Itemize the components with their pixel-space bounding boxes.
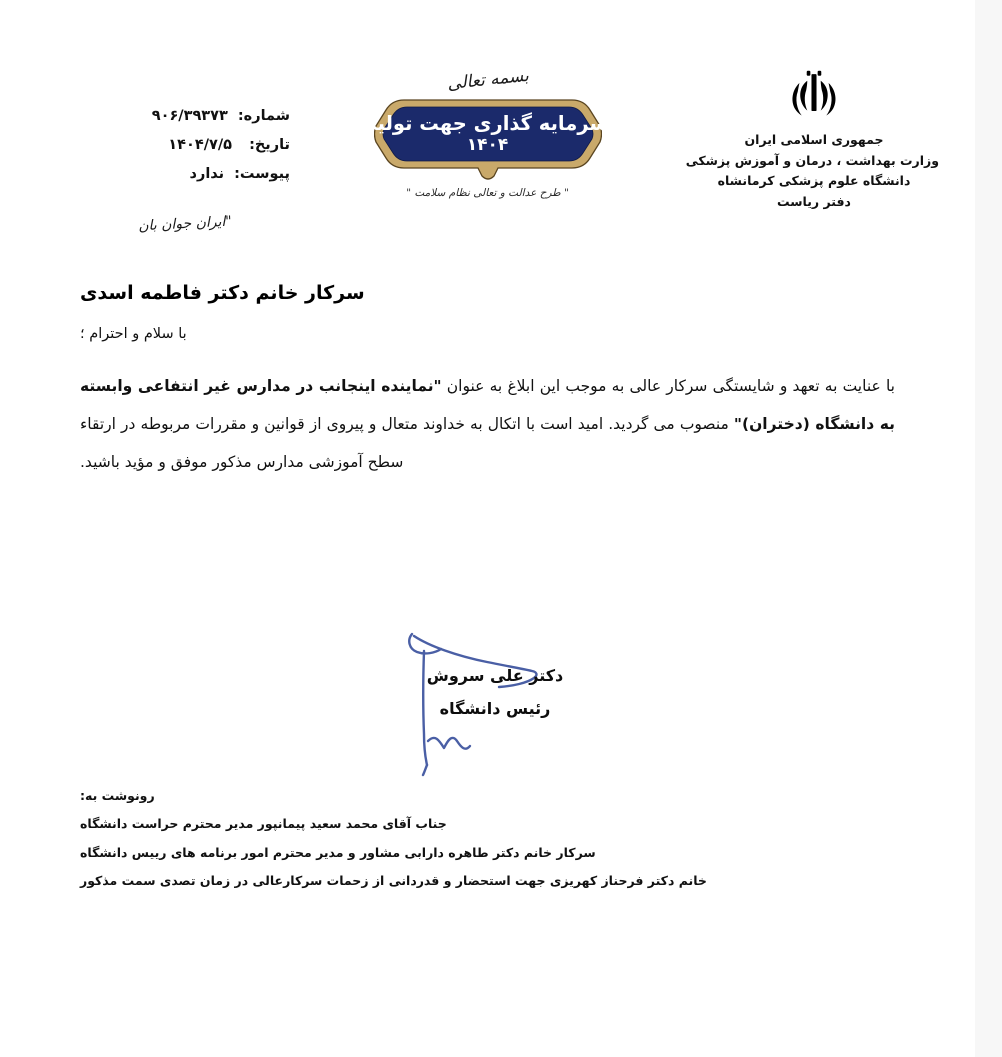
banner-year: ۱۴۰۴ [466,134,509,155]
meta-label-number: شماره: [237,108,290,124]
campaign-banner [366,96,609,180]
addressee-name: سرکار خانم دکتر فاطمه اسدی [80,282,365,304]
cc-item: جناب آقای محمد سعید پیمانپور مدیر محترم حراست دانشگاه [80,816,447,831]
meta-value-attachment: ندارد [189,166,225,182]
paragraph-appointment-title: "نماینده اینجانب در مدارس غیر انتفاعی وابسته به دانشگاه (دختران)" [80,377,895,433]
greeting-line: با سلام و احترام ؛ [80,326,187,342]
meta-row-number [110,108,290,124]
meta-row-attachment [110,166,290,182]
page-gutter [975,0,1002,1057]
meta-row-date [110,137,290,153]
signatory-name: دکتر علی سروش [426,666,564,685]
banner-shape-icon [374,96,602,180]
body-paragraph [80,368,895,482]
meta-value-date: ۱۴۰۴/۷/۵ [168,137,232,153]
letterhead-line-university: دانشگاه علوم پزشکی کرمانشاه [717,173,911,189]
signatory-title: رئیس دانشگاه [439,698,551,718]
cc-item: سرکار خانم دکتر طاهره دارابی مشاور و مدیر محترم امور برنامه های رییس دانشگاه [80,844,596,860]
banner-title: سرمایه گذاری جهت تولید [366,112,609,136]
banner-caption: " طرح عدالت و تعالی نظام سلامت " [406,187,569,199]
letter-header [0,0,975,262]
paragraph-part-2: منصوب می گردید. امید است با اتکال به خداوند متعال و پیروی از قوانین و مقررات مربوطه در ارتقاء سطح آموزشی مدارس مذکور موفق و مؤید باشید. [80,414,734,471]
meta-label-attachment: پیوست: [234,166,290,182]
campaign-slogan-left: "ایران جوان بان [137,213,233,235]
letterhead-line-office: دفتر ریاست [777,193,851,209]
meta-value-number: ۹۰۶/۳۹۳۷۳ [151,108,228,124]
paragraph-part-1: با عنایت به تعهد و شایستگی سرکار عالی به موجب این ابلاغ به عنوان [441,377,895,395]
cc-item: خانم دکتر فرحناز کهریزی جهت استحضار و قدردانی از زحمات سرکارعالی در زمان تصدی سمت مذکور [80,873,707,889]
cc-block [80,788,895,902]
letterhead-block [685,64,939,213]
iran-national-emblem-icon [786,64,842,120]
letterhead-line-ministry: وزارت بهداشت ، درمان و آموزش پزشکی [685,152,939,168]
signature-block [395,622,585,777]
letter-body [80,282,895,482]
letterhead-line-country: جمهوری اسلامی ایران [744,132,884,147]
center-banner-group [338,65,638,199]
signature-names [415,660,575,726]
meta-label-date: تاریخ: [249,137,290,153]
basmala-text: بسمه تعالی [445,65,530,95]
cc-title: رونوشت به: [80,788,155,803]
header-meta-fields [110,108,290,195]
